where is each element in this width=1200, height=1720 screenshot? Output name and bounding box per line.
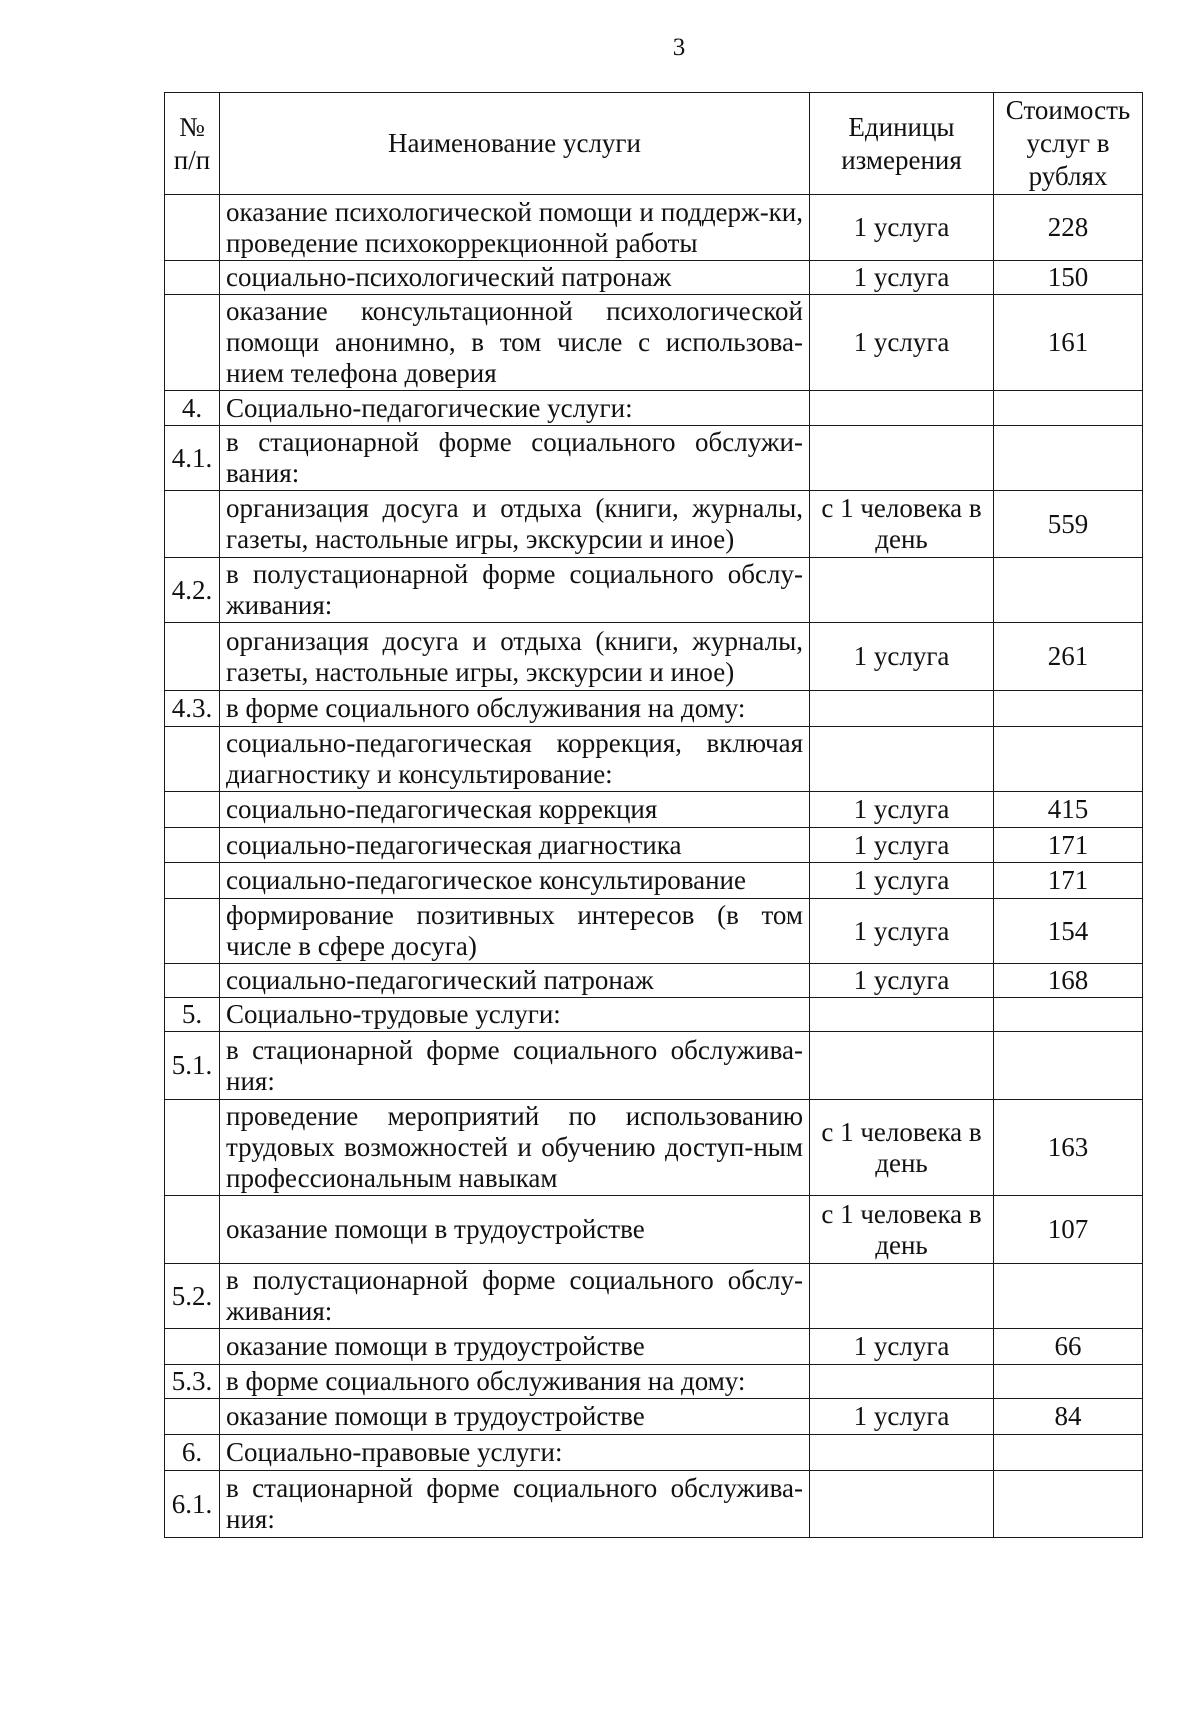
row-num — [165, 828, 220, 863]
row-price: 171 — [994, 828, 1143, 863]
page-number: 3 — [672, 34, 686, 61]
row-name: оказание консультационной психологической помощи анонимно, в том числе с использова-нием телефона доверия — [220, 295, 810, 391]
row-num — [165, 863, 220, 899]
row-name: социально-педагогическое консультирование — [220, 863, 810, 899]
row-unit: 1 услуга — [810, 863, 994, 899]
row-num: 4.2. — [165, 558, 220, 623]
row-price: 168 — [994, 964, 1143, 998]
row-num — [165, 727, 220, 792]
table-row — [165, 1365, 1143, 1399]
row-unit — [810, 691, 994, 727]
row-price: 150 — [994, 261, 1143, 295]
row-price — [994, 998, 1143, 1032]
row-name: проведение мероприятий по использованию трудовых возможностей и обучению доступ-ным профессиональным навыкам — [220, 1100, 810, 1196]
row-unit — [810, 1365, 994, 1399]
header-unit: Единицы измерения — [810, 93, 994, 195]
row-name: социально-педагогический патронаж — [220, 964, 810, 998]
row-unit: с 1 человека в день — [810, 491, 994, 558]
row-price — [994, 1471, 1143, 1538]
row-unit: 1 услуга — [810, 261, 994, 295]
table-row — [165, 727, 1143, 792]
row-name: оказание помощи в трудоустройстве — [220, 1399, 810, 1435]
row-num — [165, 295, 220, 391]
row-num: 5.3. — [165, 1365, 220, 1399]
services-price-table — [164, 92, 1143, 1538]
row-num — [165, 1329, 220, 1365]
row-name: в стационарной форме социального обслужи-вания: — [220, 426, 810, 491]
row-price: 171 — [994, 863, 1143, 899]
row-unit: 1 услуга — [810, 295, 994, 391]
row-num — [165, 491, 220, 558]
table-row — [165, 1435, 1143, 1471]
row-unit — [810, 558, 994, 623]
row-unit — [810, 1471, 994, 1538]
header-price: Стоимость услуг в рублях — [994, 93, 1143, 195]
row-unit: 1 услуга — [810, 964, 994, 998]
row-name: Социально-трудовые услуги: — [220, 998, 810, 1032]
row-num: 5.1. — [165, 1032, 220, 1100]
row-name: в форме социального обслуживания на дому: — [220, 1365, 810, 1399]
row-unit: 1 услуга — [810, 623, 994, 691]
table-row — [165, 998, 1143, 1032]
row-price — [994, 426, 1143, 491]
row-name: Социально-правовые услуги: — [220, 1435, 810, 1471]
table-row — [165, 491, 1143, 558]
table-row — [165, 1329, 1143, 1365]
table-row — [165, 391, 1143, 426]
row-price: 161 — [994, 295, 1143, 391]
row-price: 84 — [994, 1399, 1143, 1435]
table-row — [165, 623, 1143, 691]
row-unit: с 1 человека в день — [810, 1196, 994, 1264]
row-price — [994, 391, 1143, 426]
row-num: 5.2. — [165, 1264, 220, 1329]
table-row — [165, 899, 1143, 964]
table-row — [165, 1399, 1143, 1435]
row-unit: 1 услуга — [810, 195, 994, 261]
row-num: 6.1. — [165, 1471, 220, 1538]
row-num — [165, 899, 220, 964]
table-row — [165, 828, 1143, 863]
row-name: в форме социального обслуживания на дому: — [220, 691, 810, 727]
table-row — [165, 964, 1143, 998]
row-unit — [810, 1264, 994, 1329]
table-row — [165, 792, 1143, 828]
table-row — [165, 1100, 1143, 1196]
row-num — [165, 1100, 220, 1196]
row-unit — [810, 998, 994, 1032]
row-price: 261 — [994, 623, 1143, 691]
row-num — [165, 623, 220, 691]
row-name: организация досуга и отдыха (книги, журналы, газеты, настольные игры, экскурсии и иное) — [220, 623, 810, 691]
header-num: № п/п — [165, 93, 220, 195]
row-unit: 1 услуга — [810, 899, 994, 964]
row-price — [994, 1365, 1143, 1399]
row-num: 4.3. — [165, 691, 220, 727]
table-header-row — [165, 93, 1143, 195]
row-price — [994, 558, 1143, 623]
row-unit — [810, 1032, 994, 1100]
row-price: 559 — [994, 491, 1143, 558]
table-row — [165, 261, 1143, 295]
row-price — [994, 691, 1143, 727]
row-name: оказание помощи в трудоустройстве — [220, 1329, 810, 1365]
table-row — [165, 1032, 1143, 1100]
row-num — [165, 195, 220, 261]
row-unit — [810, 391, 994, 426]
row-unit: 1 услуга — [810, 792, 994, 828]
row-name: социально-педагогическая коррекция, включая диагностику и консультирование: — [220, 727, 810, 792]
row-name: в полустационарной форме социального обслу-живания: — [220, 558, 810, 623]
row-num — [165, 964, 220, 998]
row-name: в полустационарной форме социального обслу-живания: — [220, 1264, 810, 1329]
row-price: 163 — [994, 1100, 1143, 1196]
row-name: социально-педагогическая диагностика — [220, 828, 810, 863]
row-num — [165, 1399, 220, 1435]
header-name: Наименование услуги — [220, 93, 810, 195]
row-num: 6. — [165, 1435, 220, 1471]
row-num — [165, 261, 220, 295]
row-unit: 1 услуга — [810, 1329, 994, 1365]
row-name: в стационарной форме социального обслужива-ния: — [220, 1471, 810, 1538]
table-row — [165, 426, 1143, 491]
row-price — [994, 1435, 1143, 1471]
row-num — [165, 792, 220, 828]
row-name: социально-психологический патронаж — [220, 261, 810, 295]
row-name: формирование позитивных интересов (в том числе в сфере досуга) — [220, 899, 810, 964]
row-unit — [810, 1435, 994, 1471]
row-name: Социально-педагогические услуги: — [220, 391, 810, 426]
row-name: в стационарной форме социального обслужива-ния: — [220, 1032, 810, 1100]
table-row — [165, 863, 1143, 899]
table-row — [165, 195, 1143, 261]
row-unit — [810, 426, 994, 491]
table-row — [165, 1264, 1143, 1329]
row-price — [994, 1264, 1143, 1329]
row-price: 228 — [994, 195, 1143, 261]
row-price — [994, 727, 1143, 792]
row-num: 5. — [165, 998, 220, 1032]
table-row — [165, 558, 1143, 623]
row-num — [165, 1196, 220, 1264]
row-name: организация досуга и отдыха (книги, журналы, газеты, настольные игры, экскурсии и иное) — [220, 491, 810, 558]
row-num: 4. — [165, 391, 220, 426]
row-unit: 1 услуга — [810, 828, 994, 863]
row-unit — [810, 727, 994, 792]
row-price: 415 — [994, 792, 1143, 828]
table-row — [165, 1471, 1143, 1538]
row-price: 66 — [994, 1329, 1143, 1365]
row-num: 4.1. — [165, 426, 220, 491]
row-name: оказание помощи в трудоустройстве — [220, 1196, 810, 1264]
row-name: социально-педагогическая коррекция — [220, 792, 810, 828]
row-name: оказание психологической помощи и поддерж-ки, проведение психокоррекционной работы — [220, 195, 810, 261]
table-row — [165, 295, 1143, 391]
row-unit: с 1 человека в день — [810, 1100, 994, 1196]
table-row — [165, 1196, 1143, 1264]
row-price: 107 — [994, 1196, 1143, 1264]
table-row — [165, 691, 1143, 727]
row-unit: 1 услуга — [810, 1399, 994, 1435]
row-price — [994, 1032, 1143, 1100]
row-price: 154 — [994, 899, 1143, 964]
